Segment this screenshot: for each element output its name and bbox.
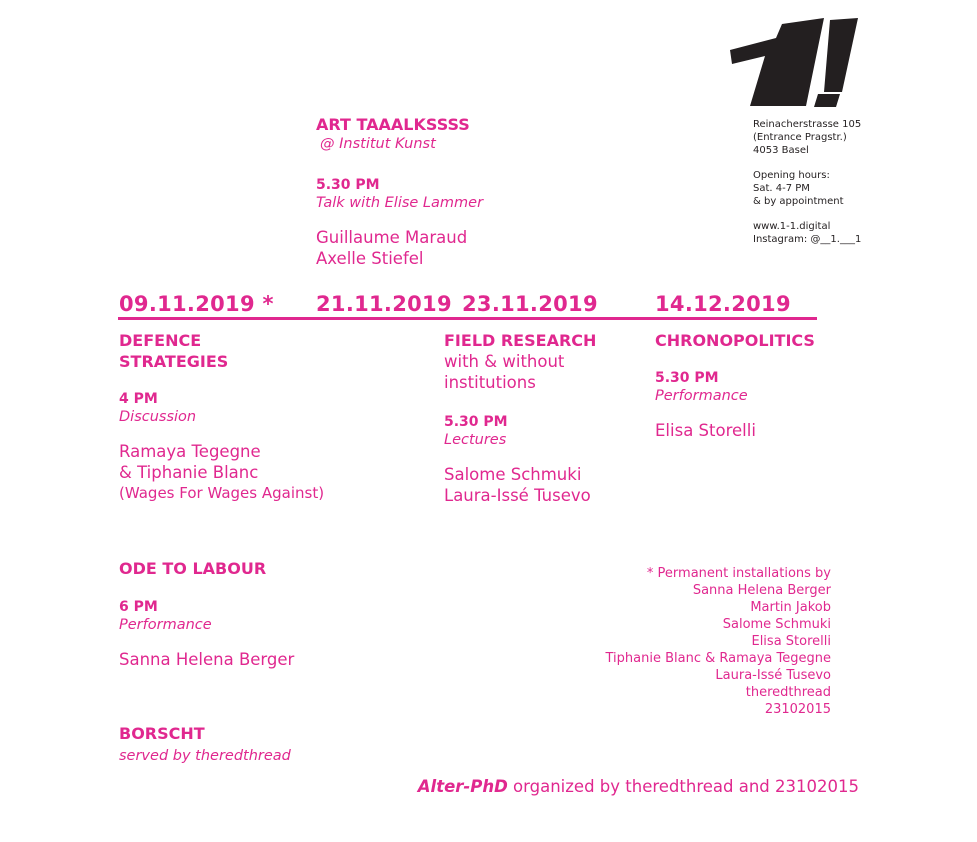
ode-block (119, 558, 294, 670)
chrono-type: Performance (655, 388, 748, 404)
footer-credit (418, 776, 859, 797)
borscht-title: BORSCHT (119, 724, 205, 743)
instagram-link[interactable]: Instagram: @__1.___1 (753, 234, 862, 245)
date-14-12: 14.12.2019 (655, 292, 791, 316)
date-23-11: 23.11.2019 (462, 292, 598, 316)
ode-title: ODE TO LABOUR (119, 559, 267, 578)
chrono-title: CHRONOPOLITICS (655, 331, 815, 350)
field-type: Lectures (444, 432, 507, 448)
permanent-artist: Salome Schmuki (722, 617, 831, 632)
borscht-subtitle: served by theredthread (119, 748, 291, 764)
ode-time: 6 PM (119, 599, 158, 615)
hours-line: & by appointment (753, 196, 844, 207)
art-talks-title: ART TAAALKSSSS (316, 115, 470, 134)
art-talks-block (316, 114, 483, 269)
hours-line: Sat. 4-7 PM (753, 183, 810, 194)
field-person: Salome Schmuki (444, 465, 582, 484)
art-talks-time: 5.30 PM (316, 177, 380, 193)
permanent-heading: * Permanent installations by (646, 566, 831, 581)
footer-project: Alter-PhD (417, 777, 508, 796)
art-talks-person: Guillaume Maraud (316, 228, 468, 247)
field-time: 5.30 PM (444, 414, 508, 430)
ode-type: Performance (119, 617, 212, 633)
date-21-11: 21.11.2019 (316, 292, 452, 316)
permanent-artist: Elisa Storelli (751, 634, 831, 649)
venue-info (753, 118, 861, 246)
permanent-artist: Martin Jakob (750, 600, 831, 615)
chrono-block (655, 330, 815, 441)
chrono-time: 5.30 PM (655, 370, 719, 386)
one-one-logo-icon (728, 16, 860, 108)
defence-time: 4 PM (119, 391, 158, 407)
permanent-artist: 23102015 (764, 702, 831, 717)
field-subtitle: with & without (444, 352, 565, 371)
field-block (444, 330, 596, 506)
defence-block (119, 330, 324, 504)
defence-person: Ramaya Tegegne (119, 442, 261, 461)
chrono-person: Elisa Storelli (655, 421, 756, 440)
address-line: (Entrance Pragstr.) (753, 132, 847, 143)
defence-note: (Wages For Wages Against) (119, 484, 325, 502)
footer-organizers: organized by theredthread and 23102015 (513, 777, 859, 796)
defence-type: Discussion (119, 409, 197, 425)
borscht-block (119, 723, 291, 766)
art-talks-person: Axelle Stiefel (316, 249, 424, 268)
website-link[interactable]: www.1-1.digital (753, 221, 831, 232)
permanent-artist: Sanna Helena Berger (692, 583, 831, 598)
defence-title: STRATEGIES (119, 352, 229, 371)
art-talks-location: @ Institut Kunst (320, 136, 436, 152)
field-subtitle: institutions (444, 373, 536, 392)
defence-person: & Tiphanie Blanc (119, 463, 259, 482)
field-person: Laura-Issé Tusevo (444, 486, 591, 505)
date-09-11: 09.11.2019 * (119, 292, 274, 316)
permanent-artist: theredthread (745, 685, 831, 700)
ode-person: Sanna Helena Berger (119, 650, 295, 669)
permanent-installations (606, 565, 831, 718)
address-line: Reinacherstrasse 105 (753, 119, 862, 130)
permanent-artist: Tiphanie Blanc & Ramaya Tegegne (605, 651, 831, 666)
art-talks-type: Talk with Elise Lammer (316, 195, 484, 211)
address-line: 4053 Basel (753, 145, 809, 156)
defence-title: DEFENCE (119, 331, 202, 350)
permanent-artist: Laura-Issé Tusevo (715, 668, 831, 683)
hours-line: Opening hours: (753, 170, 830, 181)
field-title: FIELD RESEARCH (444, 331, 597, 350)
date-divider (118, 317, 817, 320)
